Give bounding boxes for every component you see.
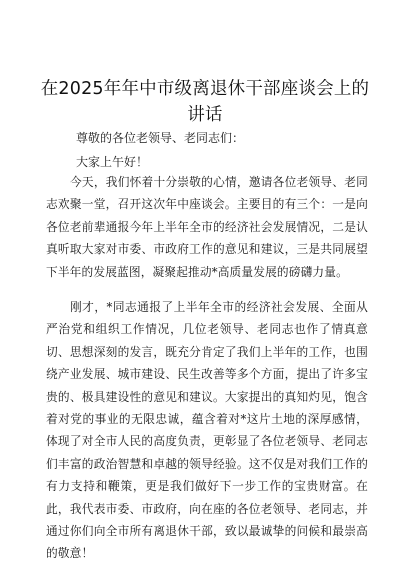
greeting: 大家上午好！: [76, 155, 149, 169]
salutation: 尊敬的各位老领导、老同志们：: [76, 131, 245, 145]
body-paragraph-2: 刚才，*同志通报了上半年全市的经济社会发展、全面从严治党和组织工作情况，几位老领导、老同志也作了情真意切、思想深刻的发言，既充分肯定了我们上半年的工作，也围绕产业发展、城市建设、民生改善等多个方面，提出了许多宝贵的、极具建设性的意见和建议。大家提出的真知灼见，饱含着对党的事业的无限忠诚，蕴含着对*这片土地的深厚感情，体现了对全市人民的高度负责，更彰显了各位老领导、老同志们丰富的政治智慧和卓越的领导经验。这不仅是对我们工作的有力支持和鞭策，更是我们做好下一步工作的宝贵财富。在此，我代表市委、市政府，向在座的各位老领导、老同志，并通过你们向全市所有离退休干部，致以最诚挚的问候和最崇高的敬意！: [46, 300, 368, 561]
speech-title: 在2025年年中市级离退休干部座谈会上的讲话: [40, 79, 370, 125]
body-paragraph-1: 今天，我们怀着十分崇敬的心情，邀请各位老领导、老同志欢聚一堂，召开这次年中座谈会。主要目的有三个：一是向各位老前辈通报今年上半年全市的经济社会发展情况，二是认真听取大家对市委、市政府工作的意见和建议，三是共同展望下半年的发展蓝图，凝聚起推动*高质量发展的磅礴力量。: [46, 175, 368, 279]
